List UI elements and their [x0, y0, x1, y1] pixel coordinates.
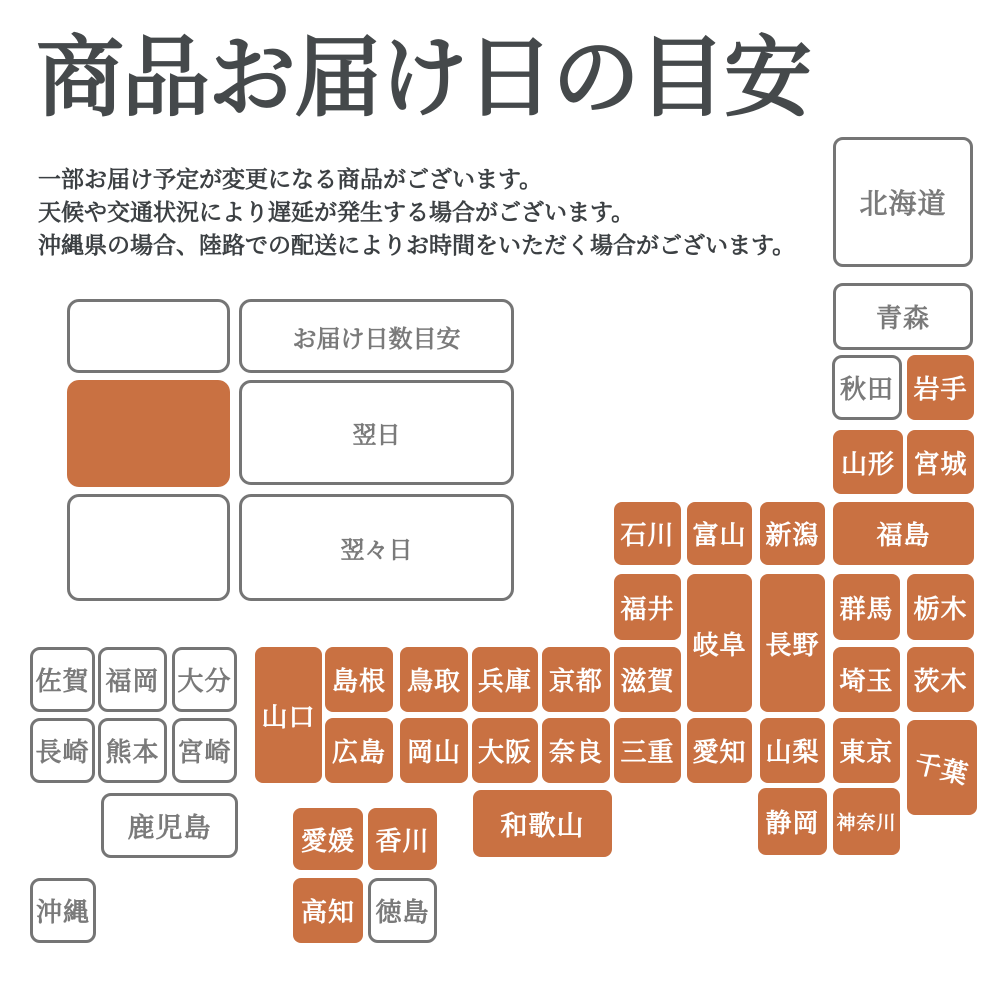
prefecture-label: 福井: [620, 593, 675, 624]
note-line: 沖縄県の場合、陸路での配送によりお時間をいただく場合がございます。: [38, 232, 796, 258]
prefecture-tile: [172, 718, 237, 783]
prefecture-label: 山口: [261, 701, 316, 732]
prefecture-label: 沖縄: [35, 897, 90, 927]
prefecture-label: 京都: [548, 666, 603, 696]
prefecture-label: 熊本: [105, 737, 160, 767]
prefecture-label: 香川: [375, 825, 430, 856]
prefecture-label: 岩手: [913, 374, 968, 404]
prefecture-label: 福島: [876, 520, 931, 550]
legend-next-day-label: 翌日: [239, 380, 514, 485]
prefecture-tile: [400, 718, 468, 783]
legend-two-days-label: 翌々日: [239, 494, 514, 601]
prefecture-tile: [833, 502, 974, 565]
prefecture-tile: [368, 878, 437, 943]
prefecture-label: 愛知: [692, 737, 747, 767]
prefecture-label: 新潟: [765, 520, 820, 550]
prefecture-label: 宮崎: [177, 737, 232, 767]
prefecture-tile: [368, 808, 437, 870]
prefecture-tile: [542, 647, 610, 712]
prefecture-tile: [325, 718, 393, 783]
prefecture-label: 青森: [875, 303, 930, 333]
prefecture-tile: [760, 718, 825, 783]
prefecture-tile: [172, 647, 237, 712]
prefecture-tile: [833, 430, 903, 494]
prefecture-label: 鳥取: [406, 666, 461, 696]
prefecture-tile: [687, 502, 752, 565]
prefecture-label: 広島: [331, 737, 386, 767]
prefecture-tile: [760, 574, 825, 712]
prefecture-label: 大分: [177, 666, 232, 696]
prefecture-tile: [907, 720, 977, 815]
prefecture-tile: [907, 574, 974, 640]
prefecture-label: 福岡: [105, 666, 160, 696]
prefecture-label: 宮城: [913, 448, 968, 479]
prefecture-label: 和歌山: [500, 811, 585, 841]
prefecture-tile: [101, 793, 238, 858]
prefecture-tile: [325, 647, 393, 712]
prefecture-tile: [833, 788, 900, 855]
prefecture-tile: [400, 647, 468, 712]
prefecture-label: 岐阜: [692, 629, 747, 660]
prefecture-label: 山形: [840, 448, 895, 479]
prefecture-label: 奈良: [548, 737, 603, 767]
prefecture-tile: [833, 137, 973, 267]
prefecture-tile: [30, 878, 96, 943]
prefecture-label: 佐賀: [35, 666, 90, 696]
prefecture-label: 千葉: [911, 747, 972, 791]
prefecture-label: 島根: [331, 666, 386, 696]
prefecture-tile: [758, 788, 827, 855]
prefecture-label: 静岡: [765, 808, 820, 838]
prefecture-label: 秋田: [839, 374, 894, 404]
prefecture-tile: [907, 647, 974, 712]
prefecture-label: 岡山: [406, 737, 461, 767]
prefecture-tile: [30, 718, 95, 783]
prefecture-label: 長野: [765, 629, 820, 660]
prefecture-label: 大阪: [477, 737, 532, 767]
legend-header-label: お届け日数目安: [239, 299, 514, 373]
prefecture-label: 長崎: [35, 737, 90, 767]
prefecture-tile: [98, 647, 167, 712]
prefecture-tile: [907, 355, 974, 420]
prefecture-tile: [472, 718, 538, 783]
prefecture-label: 栃木: [913, 593, 968, 624]
prefecture-tile: [542, 718, 610, 783]
prefecture-tile: [833, 574, 900, 640]
prefecture-tile: [614, 647, 681, 712]
prefecture-tile: [614, 574, 681, 640]
prefecture-tile: [760, 502, 825, 565]
prefecture-label: 滋賀: [620, 666, 675, 696]
prefecture-tile: [614, 718, 681, 783]
prefecture-label: 茨木: [913, 666, 968, 696]
prefecture-label: 北海道: [859, 188, 947, 219]
legend-swatch-two-days: [67, 494, 230, 601]
prefecture-label: 鹿児島: [127, 813, 212, 843]
prefecture-tile: [472, 647, 538, 712]
prefecture-label: 神奈川: [836, 813, 897, 834]
prefecture-tile: [833, 283, 973, 350]
prefecture-label: 徳島: [375, 897, 430, 927]
note-line: 天候や交通状況により遅延が発生する場合がございます。: [38, 199, 635, 225]
prefecture-tile: [687, 718, 752, 783]
note-line: 一部お届け予定が変更になる商品がございます。: [38, 166, 543, 192]
prefecture-tile: [833, 647, 900, 712]
prefecture-tile: [833, 718, 900, 783]
prefecture-tile: [614, 502, 681, 565]
prefecture-tile: [687, 574, 752, 712]
prefecture-tile: [293, 878, 363, 943]
prefecture-label: 愛媛: [300, 825, 355, 856]
page-title: 商品お届け日の目安: [36, 28, 811, 127]
prefecture-label: 富山: [692, 520, 747, 550]
prefecture-tile: [98, 718, 167, 783]
prefecture-label: 石川: [620, 520, 675, 550]
delivery-notes: [38, 163, 838, 262]
prefecture-label: 埼玉: [839, 666, 894, 696]
prefecture-tile: [30, 647, 95, 712]
prefecture-label: 東京: [839, 737, 894, 767]
legend-swatch-header: [67, 299, 230, 373]
prefecture-tile: [255, 647, 322, 783]
legend-swatch-next-day: [67, 380, 230, 487]
prefecture-tile: [832, 355, 902, 420]
prefecture-label: 群馬: [839, 593, 894, 624]
prefecture-label: 山梨: [765, 737, 820, 767]
prefecture-tile: [907, 430, 974, 494]
prefecture-tile: [293, 808, 363, 870]
prefecture-label: 三重: [620, 737, 675, 767]
prefecture-label: 兵庫: [477, 666, 532, 696]
prefecture-tile: [473, 790, 612, 857]
prefecture-label: 高知: [300, 897, 355, 927]
